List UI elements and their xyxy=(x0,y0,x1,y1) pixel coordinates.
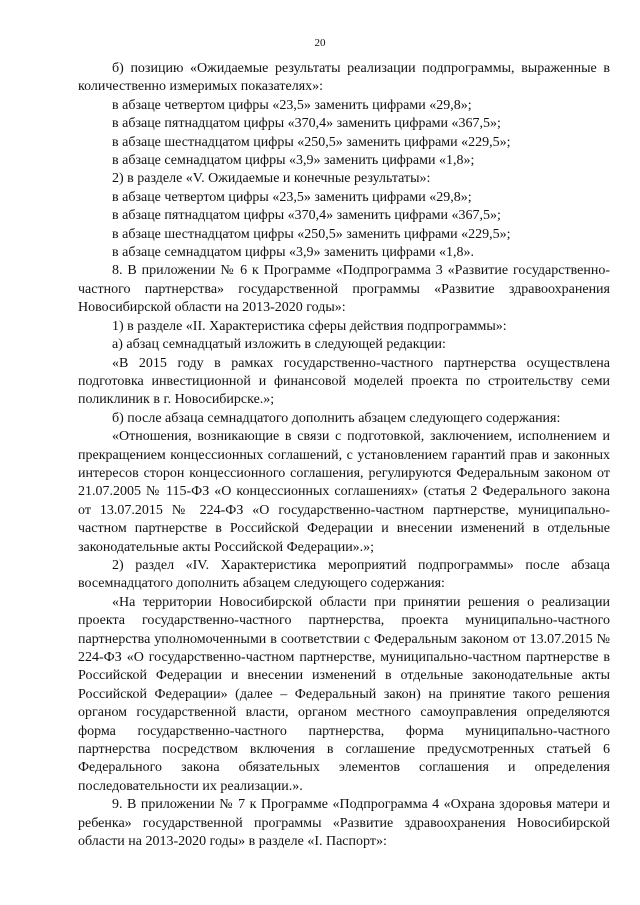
paragraph-9: в абзаце шестнадцатом цифры «250,5» заменить цифрами «229,5»; xyxy=(112,226,511,242)
paragraph-19: 9. В приложении № 7 к Программе «Подпрограмма 4 «Охрана здоровья матери и ребенка» государственной программы «Развитие здравоохранения Новосибирской области на 2013-2020 годы» в разделе «I. Паспорт»: xyxy=(78,797,610,850)
paragraph-3: в абзаце пятнадцатом цифры «370,4» заменить цифрами «367,5»; xyxy=(112,116,501,132)
paragraph-15: б) после абзаца семнадцатого дополнить абзацем следующего содержания: xyxy=(112,410,561,426)
page-number: 20 xyxy=(314,37,326,49)
paragraph-8: в абзаце пятнадцатом цифры «370,4» заменить цифрами «367,5»; xyxy=(112,208,501,224)
paragraph-13: а) абзац семнадцатый изложить в следующей редакции: xyxy=(112,337,446,353)
paragraph-12: 1) в разделе «II. Характеристика сферы действия подпрограммы»: xyxy=(112,318,507,334)
document-body xyxy=(78,60,610,851)
paragraph-5: в абзаце семнадцатом цифры «3,9» заменить цифрами «1,8»; xyxy=(112,153,475,169)
paragraph-16: «Отношения, возникающие в связи с подготовкой, заключением, исполнением и прекращением концессионных соглашений, с установлением гарантий прав и законных интересов сторон концессионного соглашения, регулируются Федеральным законом от 21.07.2005 № 115-ФЗ «О концессионных соглашениях» (статья 2 Федерального закона от 13.07.2015 № 224-ФЗ «О государственно-частном партнерстве, муниципально-частном партнерстве в Российской Федерации и внесении изменений в отдельные законодательные акты Российской Федерации».»; xyxy=(78,429,610,555)
paragraph-18: «На территории Новосибирской области при принятии решения о реализации проекта государственно-частного партнерства, проекта муниципально-частного партнерства уполномоченными в соответствии с Федеральным законом от 13.07.2015 № 224-ФЗ «О государственно-частном партнерстве, муниципально-частном партнерстве в Российской Федерации и внесении изменений в отдельные законодательные акты Российской Федерации» (далее – Федеральный закон) на принятие такого решения органом государственной власти, органом местного самоуправления определяются форма государственно-частного партнерства, форма муниципально-частного партнерства посредством включения в соглашение предусмотренных статьей 6 Федерального закона обязательных элементов соглашения и определения последовательности их реализации.». xyxy=(78,594,610,794)
paragraph-4: в абзаце шестнадцатом цифры «250,5» заменить цифрами «229,5»; xyxy=(112,134,511,150)
paragraph-10: в абзаце семнадцатом цифры «3,9» заменить цифрами «1,8». xyxy=(112,245,474,261)
paragraph-1: б) позицию «Ожидаемые результаты реализации подпрограммы, выраженные в количественно измеримых показателях»: xyxy=(78,61,610,95)
paragraph-7: в абзаце четвертом цифры «23,5» заменить цифрами «29,8»; xyxy=(112,189,472,205)
paragraph-14: «В 2015 году в рамках государственно-частного партнерства осуществлена подготовка инвестиционной и финансовой моделей проекта по строительству семи поликлиник в г. Новосибирске.»; xyxy=(78,355,610,408)
paragraph-11: 8. В приложении № 6 к Программе «Подпрограмма 3 «Развитие государственно-частного партнерства» государственной программы «Развитие здравоохранения Новосибирской области на 2013-2020 годы»: xyxy=(78,263,610,316)
paragraph-6: 2) в разделе «V. Ожидаемые и конечные результаты»: xyxy=(112,171,431,187)
paragraph-2: в абзаце четвертом цифры «23,5» заменить цифрами «29,8»; xyxy=(112,97,472,113)
paragraph-17: 2) раздел «IV. Характеристика мероприятий подпрограммы» после абзаца восемнадцатого дополнить абзацем следующего содержания: xyxy=(78,557,610,592)
